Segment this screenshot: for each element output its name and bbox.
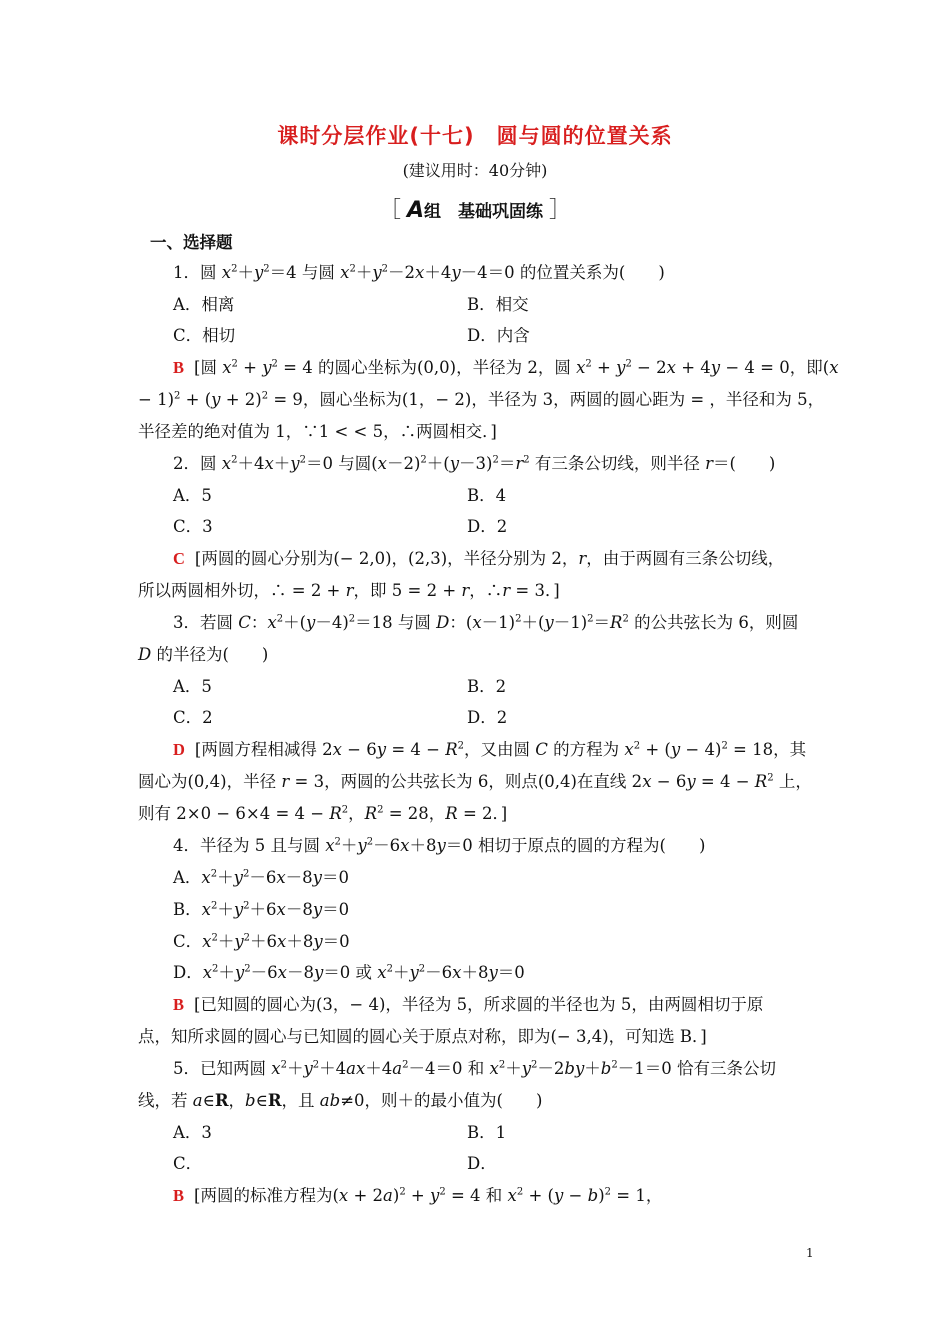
q1-solution-line2: − $1)^2 + (y + 2)^2 = 9$，圆心坐标为(1，− 2)，半径为 3，两圆的圆心距为 = ，半径和为 5， [138,390,825,409]
q4-stem: 4．半径为 5 且与圆 $x^2+y^2-6x+8y=0$ 相切于原点的圆的方程为( ) [173,836,706,855]
q4-solution-line2: 点，知所求圆的圆心与已知圆的圆心关于原点对称，即为(− 3,4)，可知选 B．] [138,1027,707,1046]
q2-option-a: A．5 [173,486,212,505]
q2-solution-line2: 所以两圆相外切，∴ = 2 + r，即 5 = 2 + r，∴r = 3．] [138,581,560,600]
group-letter: A [406,198,425,223]
q4-option-d: D．$x^2+y^2-6x-8y=0$ 或 $x^2+y^2-6x+8y=0$ [173,963,525,982]
q3-solution-line2: 圆心为(0,4)，半径 r = 3，两圆的公共弦长为 6，则点(0,4)在直线 $2x - 6y = 4 - R^2$ 上， [138,772,812,791]
q5-option-a: A．3 [173,1123,212,1142]
q5-answer: B [173,1186,185,1205]
q5-stem-line2: 线，若 a∈R，b∈R，且 ab≠0，则＋的最小值为( ) [138,1091,543,1110]
group-label: 组 基础巩固练 [424,202,544,222]
section-title: 一、选择题 [150,233,233,252]
q5-option-c: C． [173,1154,203,1173]
q2-stem: 2．圆 $x^2+4x+y^2=0$ 与圆$(x-2)^2+(y-3)^2=r^2$ 有三条公切线，则半径 r＝( ) [173,454,776,473]
q1-option-a: A．相离 [173,295,235,314]
q3-option-c: C．2 [173,708,213,727]
q5-stem-line1: 5．已知两圆 $x^2+y^2+4ax+4a^2-4=0$ 和 $x^2+y^2-2by+b^2-1=0$ 恰有三条公切 [173,1059,776,1078]
q3-option-a: A．5 [173,677,212,696]
right-bracket-icon: ］ [548,198,571,223]
q2-option-d: D．2 [467,517,508,536]
q4-option-a: A．$x^2+y^2-6x-8y=0$ [173,868,349,887]
q1-solution-line3: 半径差的绝对值为 1，∵1 < < 5，∴两圆相交．] [138,422,497,441]
q3-solution-line3: 则有 $2\times 0 - 6\times 4 = 4 - R^2$，$R^2 = 28$，R = 2．] [138,804,508,823]
q2-option-b: B．4 [467,486,507,505]
q3-solution-line1: D [两圆方程相减得 $2x - 6y = 4 - R^2$，又由圆 C 的方程为 $x^2 + (y - 4)^2 = 18$，其 [173,740,807,759]
group-heading [0,193,950,224]
q3-stem-line1: 3．若圆 C：$x^2+(y-4)^2=18$ 与圆 D：$(x-1)^2+(y-1)^2=R^2$ 的公共弦长为 6，则圆 [173,613,799,632]
q1-stem: 1．圆 $x^2+y^2=4$ 与圆 $x^2+y^2-2x+4y-4=0$ 的位置关系为( ) [173,263,665,282]
q3-answer: D [173,740,185,759]
q1-option-d: D．内含 [467,326,530,345]
q3-option-d: D．2 [467,708,508,727]
q4-option-b: B．$x^2+y^2+6x-8y=0$ [173,900,350,919]
page-title: 课时分层作业(十七) 圆与圆的位置关系 [277,124,673,148]
q1-solution-line1: B [圆 $x^2 + y^2 = 4$ 的圆心坐标为(0,0)，半径为 2，圆 $x^2 + y^2 - 2x + 4y - 4 = 0$，即(x [173,358,839,377]
q3-option-b: B．2 [467,677,507,696]
q5-option-d: D． [467,1154,497,1173]
q4-answer: B [173,995,185,1014]
q4-solution-line1: B [已知圆的圆心为(3，− 4)，半径为 5，所求圆的半径也为 5，由两圆相切于原 [173,995,764,1014]
q3-stem-line2: D 的半径为( ) [138,645,269,664]
q2-option-c: C．3 [173,517,213,536]
q2-solution-line1: C [两圆的圆心分别为(− 2,0)，(2,3)，半径分别为 2，r，由于两圆有三条公切线， [173,549,785,568]
q1-answer: B [173,358,185,377]
q5-option-b: B．1 [467,1123,507,1142]
q1-option-b: B．相交 [467,295,529,314]
q2-answer: C [173,549,185,568]
time-note: (建议用时：40分钟) [402,161,548,180]
left-bracket-icon: ［ [379,198,402,223]
q1-option-c: C．相切 [173,326,236,345]
page-number: 1 [806,1246,814,1260]
q4-option-c: C．$x^2+y^2+6x+8y=0$ [173,932,350,951]
q5-solution-line1: B [两圆的标准方程为$(x + 2a)^2 + y^2 = 4$ 和 $x^2 + (y - b)^2 = 1$， [173,1186,663,1205]
